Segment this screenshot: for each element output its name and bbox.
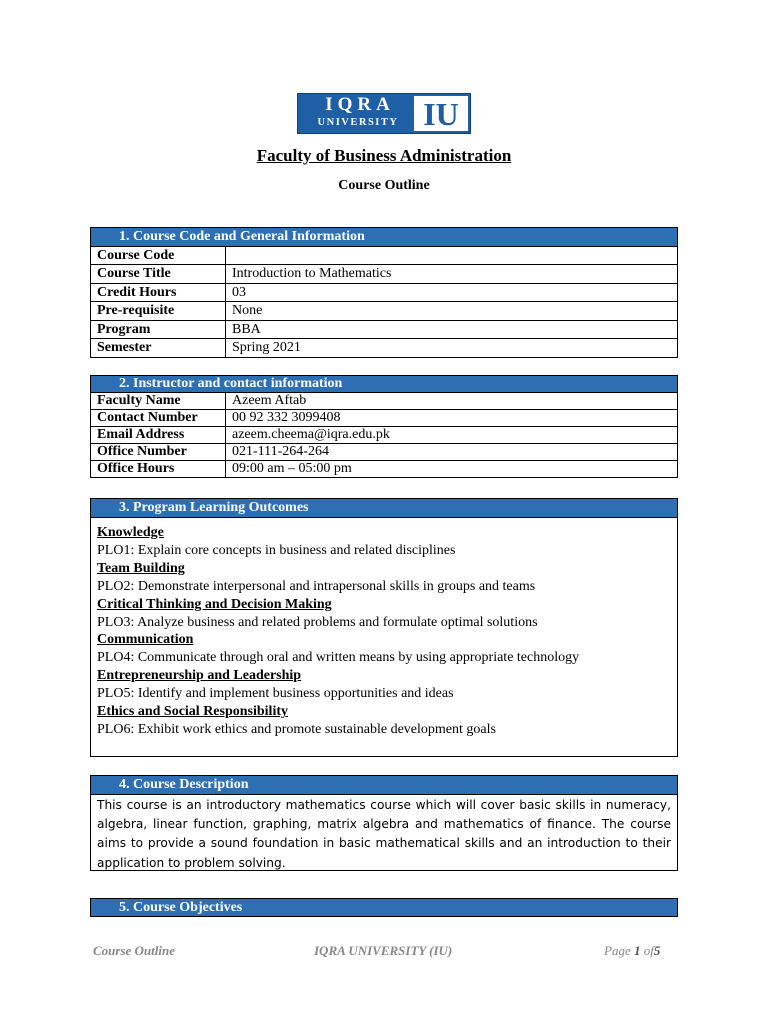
footer-page-number xyxy=(604,943,660,959)
course-description-text: This course is an introductory mathematics course which will cover basic skills in numeracy, algebra, linear function, graphing, matrix algebra and mathematics of finance. The course aims to provide a sound foundation in basic mathematical skills and an introduction to their application to problem solving. xyxy=(97,798,671,870)
learning-outcomes-list xyxy=(91,518,677,739)
outcome-text: PLO6: Exhibit work ethics and promote sustainable development goals xyxy=(97,721,496,737)
outcome-text: PLO5: Identify and implement business opportunities and ideas xyxy=(97,686,454,702)
outcome-text: PLO1: Explain core concepts in business and related disciplines xyxy=(97,542,456,558)
section-header xyxy=(91,376,678,393)
table-row xyxy=(91,444,678,461)
section-4-header: 4. Course Description xyxy=(91,776,677,795)
row-value: 00 92 332 3099408 xyxy=(226,410,678,427)
row-label: Program xyxy=(91,320,226,339)
row-label: Office Hours xyxy=(91,461,226,478)
row-label: Faculty Name xyxy=(91,393,226,410)
table-row xyxy=(91,283,678,302)
row-label: Course Title xyxy=(91,265,226,284)
page-word: Page xyxy=(604,943,631,958)
table-row xyxy=(91,461,678,478)
table-row xyxy=(91,410,678,427)
table-row xyxy=(91,427,678,444)
course-description-section xyxy=(90,775,678,871)
learning-outcomes-section xyxy=(90,498,678,757)
outcome-heading: Entrepreneurship and Leadership xyxy=(97,668,302,684)
instructor-info-table xyxy=(90,375,678,478)
row-label: Credit Hours xyxy=(91,283,226,302)
outcome-text: PLO4: Communicate through oral and written means by using appropriate technology xyxy=(97,650,580,666)
row-label: Pre-requisite xyxy=(91,302,226,321)
row-label: Contact Number xyxy=(91,410,226,427)
table-row xyxy=(91,393,678,410)
page-title: Faculty of Business Administration xyxy=(256,146,512,165)
row-value: Introduction to Mathematics xyxy=(226,265,678,284)
university-logo xyxy=(297,93,471,134)
row-value: Azeem Aftab xyxy=(226,393,678,410)
outcome-heading: Ethics and Social Responsibility xyxy=(97,704,288,720)
table-row xyxy=(91,339,678,358)
logo-iqra-text: IQRA xyxy=(325,94,395,115)
row-value: None xyxy=(226,302,678,321)
row-label: Semester xyxy=(91,339,226,358)
section-1-header: 1. Course Code and General Information xyxy=(91,228,678,247)
current-page: 1 xyxy=(633,943,641,958)
outcome-text: PLO3: Analyze business and related problems and formulate optimal solutions xyxy=(97,614,538,630)
row-label: Email Address xyxy=(91,427,226,444)
course-objectives-section xyxy=(90,898,678,917)
outcome-heading: Communication xyxy=(97,632,194,648)
row-value: Spring 2021 xyxy=(226,339,678,358)
section-5-header: 5. Course Objectives xyxy=(91,899,677,916)
logo-iu-mark: IU xyxy=(414,96,468,131)
logo-university-text: UNIVERSITY xyxy=(317,117,399,128)
of-word: of xyxy=(643,943,654,958)
table-row xyxy=(91,246,678,265)
course-info-table xyxy=(90,227,678,358)
outcome-heading: Knowledge xyxy=(97,525,164,540)
row-value: 021-111-264-264 xyxy=(226,444,678,461)
outcome-heading: Critical Thinking and Decision Making xyxy=(97,596,332,612)
footer-center: IQRA UNIVERSITY (IU) xyxy=(314,943,453,958)
total-pages: 5 xyxy=(653,943,661,958)
section-3-header: 3. Program Learning Outcomes xyxy=(91,499,677,518)
section-header xyxy=(91,228,678,247)
row-value xyxy=(226,246,678,265)
table-row xyxy=(91,265,678,284)
email-value: azeem.cheema@iqra.edu.pk xyxy=(226,427,678,444)
row-label: Office Number xyxy=(91,444,226,461)
row-value: BBA xyxy=(226,320,678,339)
page-subtitle: Course Outline xyxy=(338,178,430,193)
table-row xyxy=(91,320,678,339)
outcome-text: PLO2: Demonstrate interpersonal and intrapersonal skills in groups and teams xyxy=(97,578,536,594)
row-value: 09:00 am – 05:00 pm xyxy=(226,461,678,478)
table-row xyxy=(91,302,678,321)
footer-left: Course Outline xyxy=(93,943,175,958)
section-2-header: 2. Instructor and contact information xyxy=(91,376,678,393)
row-value: 03 xyxy=(226,283,678,302)
outcome-heading: Team Building xyxy=(97,560,185,576)
row-label: Course Code xyxy=(91,246,226,265)
